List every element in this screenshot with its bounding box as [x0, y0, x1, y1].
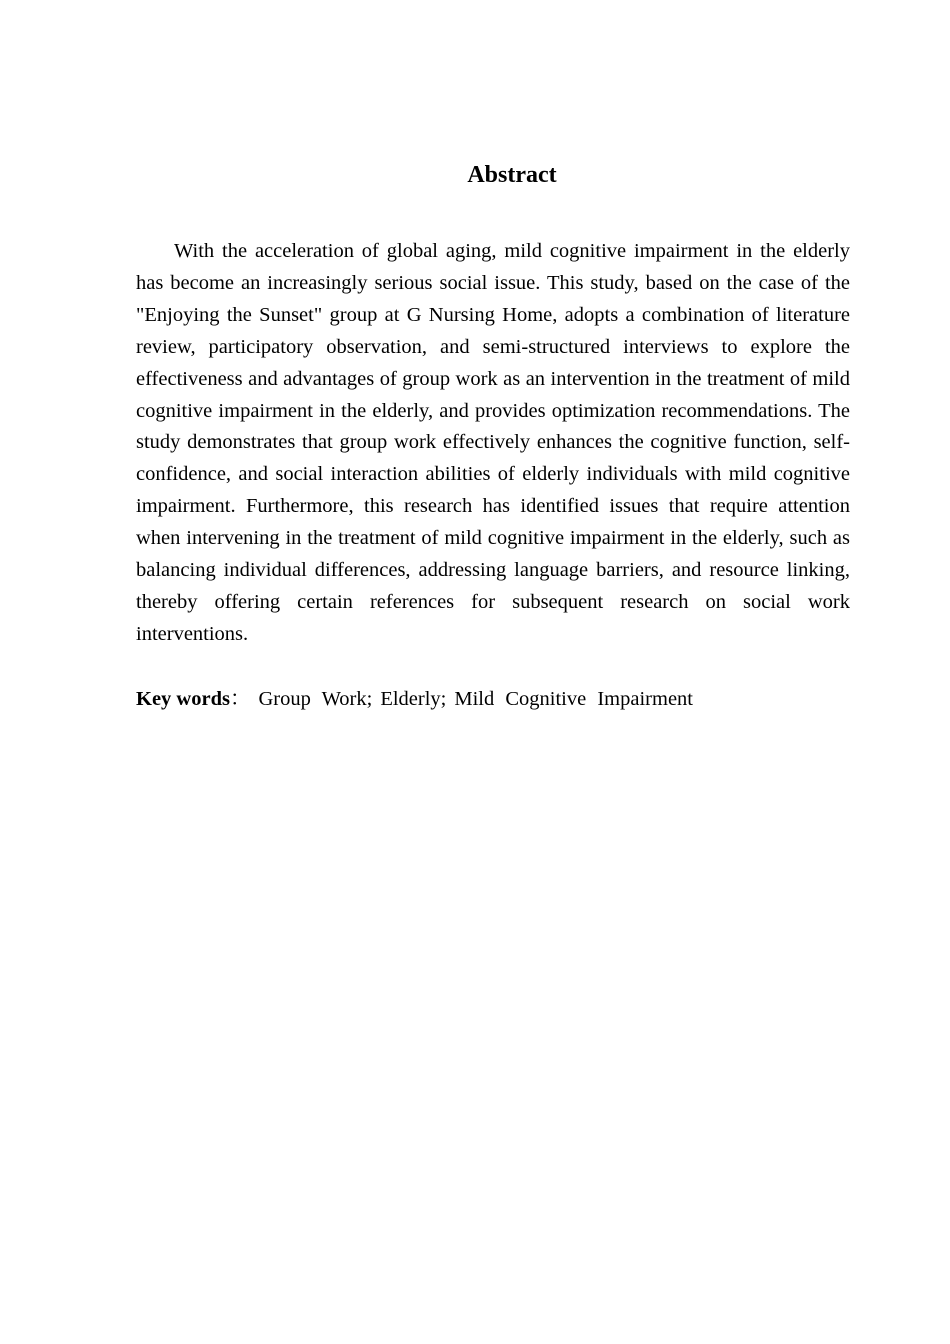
keywords-separator: ：	[229, 688, 251, 710]
keyword-item: Group Work	[258, 688, 367, 710]
keywords-line	[136, 683, 850, 715]
keyword-delimiter: ;	[366, 688, 373, 710]
keyword-delimiter: ;	[440, 688, 447, 710]
abstract-title: Abstract	[467, 162, 557, 188]
keywords-label: Key words	[136, 688, 230, 710]
abstract-body: With the acceleration of global aging, mild cognitive impairment in the elderly has become an increasingly serious social issue. This study, based on the case of the "Enjoying the Sunset" group at G Nursing Home, adopts a combination of literature review, participatory observation, and semi-structured interviews to explore the effectiveness and advantages of group work as an intervention in the treatment of mild cognitive impairment in the elderly, and provides optimization recommendations. The study demonstrates that group work effectively enhances the cognitive function, self-confidence, and social interaction abilities of elderly individuals with mild cognitive impairment. Furthermore, this research has identified issues that require attention when intervening in the treatment of mild cognitive impairment in the elderly, such as balancing individual differences, addressing language barriers, and resource linking, thereby offering certain references for subsequent research on social work interventions.	[136, 240, 850, 645]
keyword-item: Mild Cognitive Impairment	[454, 688, 693, 710]
keyword-item: Elderly	[380, 688, 441, 710]
